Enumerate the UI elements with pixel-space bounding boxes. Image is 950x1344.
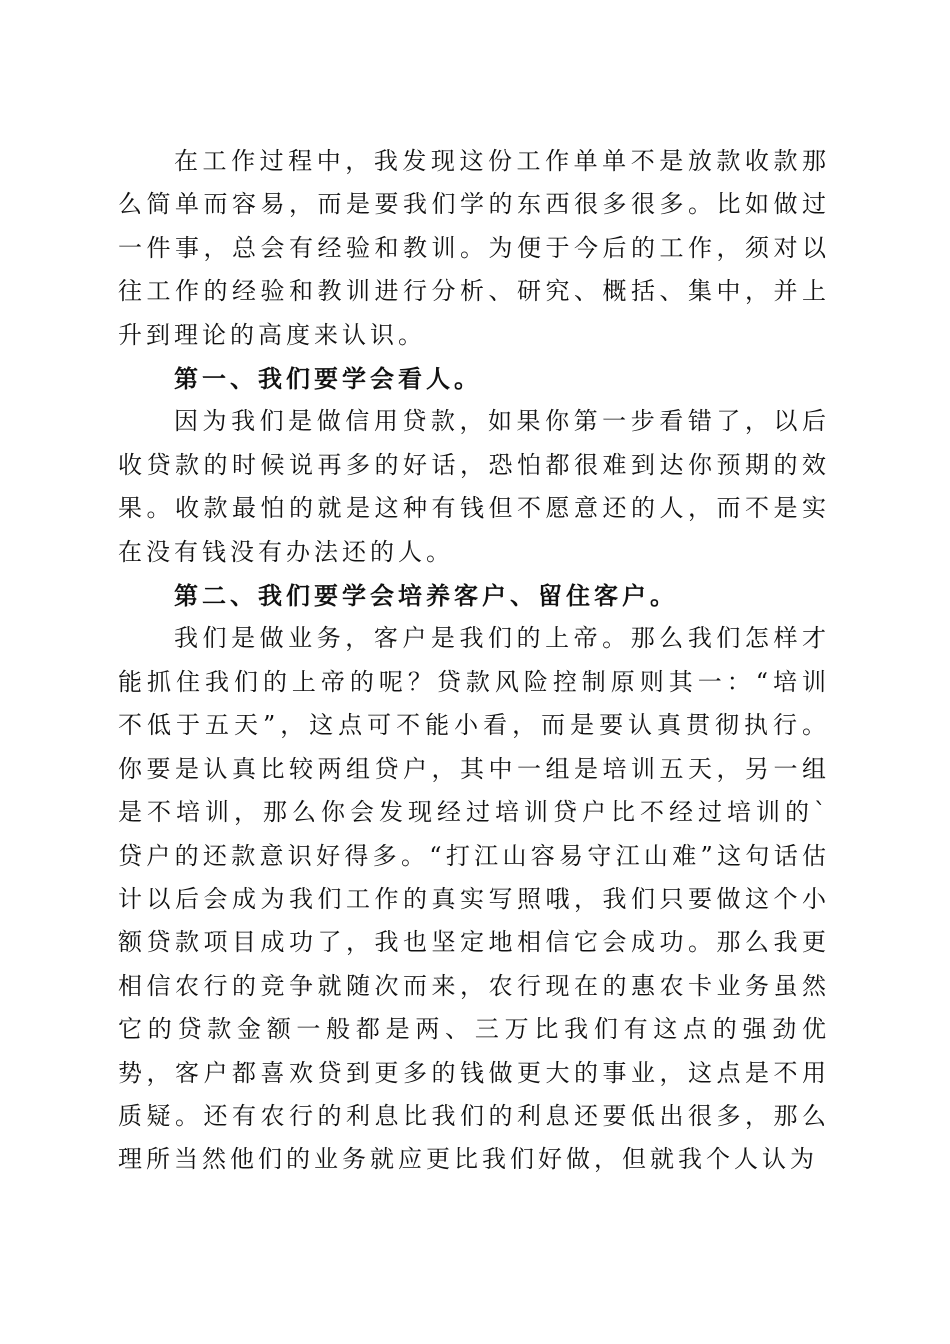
- section-heading-2: 第二、我们要学会培养客户、留住客户。: [174, 581, 678, 611]
- section-heading-1: 第一、我们要学会看人。: [174, 364, 482, 394]
- paragraph-intro: 在工作过程中，我发现这份工作单单不是放款收款那么简单而容易，而是要我们学的东西很多很多。比如做过一件事，总会有经验和教训。为便于今后的工作，须对以往工作的经验和教训进行分析、研究、概括、集中，并上升到理论的高度来认识。: [118, 147, 830, 349]
- paragraph-section-1: 因为我们是做信用贷款，如果你第一步看错了，以后收贷款的时候说再多的好话，恐怕都很难到达你预期的效果。收款最怕的就是这种有钱但不愿意还的人，而不是实在没有钱没有办法还的人。: [118, 407, 830, 566]
- paragraph-section-2: 我们是做业务，客户是我们的上帝。那么我们怎样才能抓住我们的上帝的呢？贷款风险控制原则其一：“培训不低于五天”，这点可不能小看，而是要认真贯彻执行。你要是认真比较两组贷户，其中一组是培训五天，另一组是不培训，那么你会发现经过培训贷户比不经过培训的`贷户的还款意识好得多。“打江山容易守江山难”这句话估计以后会成为我们工作的真实写照哦，我们只要做这个小额贷款项目成功了，我也坚定地相信它会成功。那么我更相信农行的竞争就随次而来，农行现在的惠农卡业务虽然它的贷款金额一般都是两、三万比我们有这点的强劲优势，客户都喜欢贷到更多的钱做更大的事业，这点是不用质疑。还有农行的利息比我们的利息还要低出很多，那么理所当然他们的业务就应更比我们好做，但就我个人认为: [118, 624, 830, 1174]
- document-body: [118, 140, 830, 1182]
